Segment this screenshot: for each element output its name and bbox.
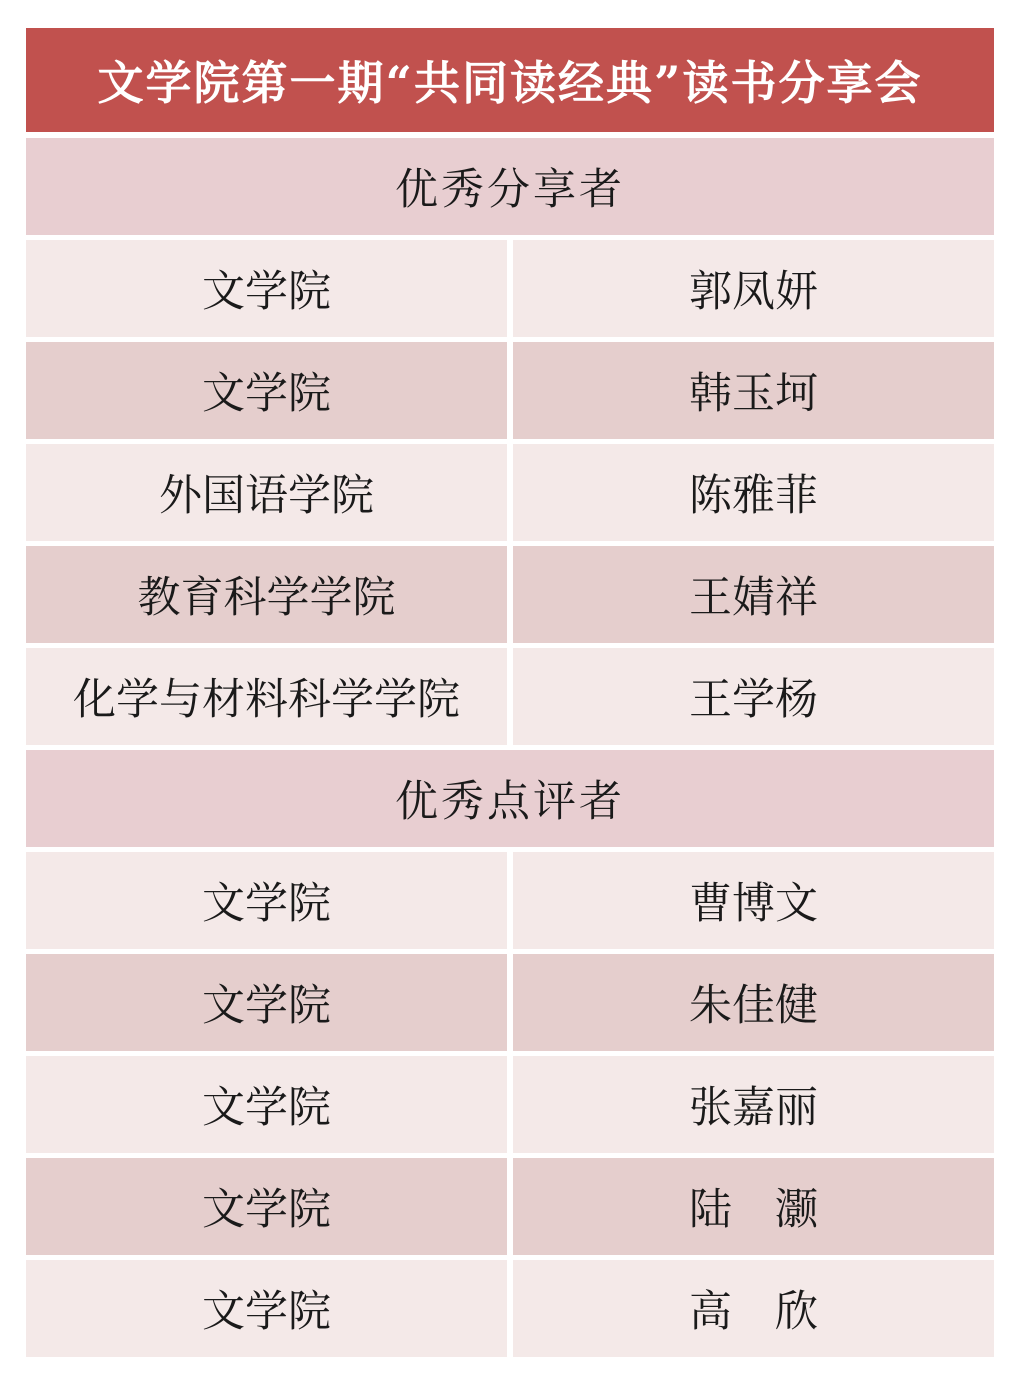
college-cell: 文学院 bbox=[26, 240, 507, 337]
table-row bbox=[26, 954, 994, 1051]
awards-table bbox=[26, 28, 994, 1357]
name-cell: 王学杨 bbox=[513, 648, 994, 745]
name-cell: 朱佳健 bbox=[513, 954, 994, 1051]
name-cell: 陈雅菲 bbox=[513, 444, 994, 541]
college-cell: 文学院 bbox=[26, 852, 507, 949]
table-row bbox=[26, 1056, 994, 1153]
table-title-bar bbox=[26, 28, 994, 132]
table-row bbox=[26, 1260, 994, 1357]
table-row bbox=[26, 240, 994, 337]
table-row bbox=[26, 1158, 994, 1255]
section-header-commentators bbox=[26, 750, 994, 847]
table-title: 文学院第一期“共同读经典”读书分享会 bbox=[97, 56, 923, 110]
name-cell: 韩玉坷 bbox=[513, 342, 994, 439]
college-cell: 文学院 bbox=[26, 1056, 507, 1153]
college-cell: 文学院 bbox=[26, 1260, 507, 1357]
section-header-label: 优秀分享者 bbox=[395, 165, 625, 215]
name-cell: 郭凤妍 bbox=[513, 240, 994, 337]
section-header-label: 优秀点评者 bbox=[395, 777, 625, 827]
name-cell: 王婧祥 bbox=[513, 546, 994, 643]
table-row bbox=[26, 342, 994, 439]
name-cell: 高 欣 bbox=[513, 1260, 994, 1357]
college-cell: 化学与材料科学学院 bbox=[26, 648, 507, 745]
table-row bbox=[26, 546, 994, 643]
college-cell: 文学院 bbox=[26, 342, 507, 439]
college-cell: 文学院 bbox=[26, 1158, 507, 1255]
college-cell: 文学院 bbox=[26, 954, 507, 1051]
name-cell: 张嘉丽 bbox=[513, 1056, 994, 1153]
name-cell: 曹博文 bbox=[513, 852, 994, 949]
college-cell: 教育科学学院 bbox=[26, 546, 507, 643]
table-row bbox=[26, 852, 994, 949]
table-row bbox=[26, 648, 994, 745]
table-row bbox=[26, 444, 994, 541]
name-cell: 陆 灏 bbox=[513, 1158, 994, 1255]
section-header-sharers bbox=[26, 138, 994, 235]
college-cell: 外国语学院 bbox=[26, 444, 507, 541]
